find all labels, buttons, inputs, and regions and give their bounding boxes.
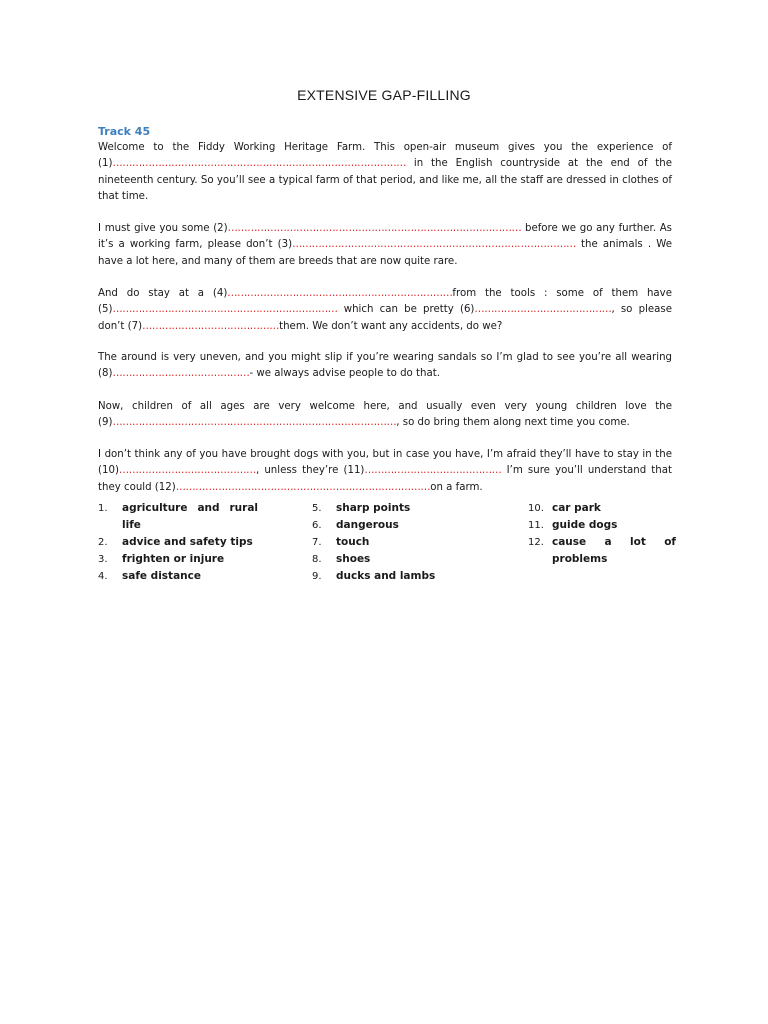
item-text: ducks and lambs [336,570,436,582]
item-number: 1. [98,503,108,514]
item-number: 11. [528,520,544,531]
text: I must give you some (2) [98,223,228,234]
text: before we go any further. As it’s a working farm, please don’t (3) [98,223,672,251]
item-text: agriculture and rural life [122,502,258,531]
item-text: touch [336,536,370,548]
gap-9: …………………………………………………………………………… [112,417,397,429]
item-number: 2. [98,537,108,548]
list-item [98,551,258,568]
text: , so do bring them along next time you come. [396,417,630,429]
answer-column-3 [528,500,676,568]
paragraph-1 [98,140,672,205]
item-text: safe distance [122,570,201,582]
track-label: Track 45 [98,125,151,138]
gap-3: …………………………………………………………………………… [292,239,576,251]
item-number: 9. [312,571,322,582]
list-item [528,500,676,517]
item-text: car park [552,502,601,514]
item-number: 8. [312,554,322,565]
list-item [98,500,258,534]
text: from the tools : some of them have (5) [98,288,672,316]
item-number: 12. [528,537,544,548]
list-item [98,568,258,585]
paragraph-5 [98,399,672,432]
gap-11: …………………………………… [364,465,502,477]
page-title: EXTENSIVE GAP-FILLING [297,87,471,103]
list-item [312,534,472,551]
text: I’m sure you’ll understand that they could (12) [98,465,672,493]
item-number: 4. [98,571,108,582]
answer-column-1 [98,500,258,585]
text: , unless they’re (11) [255,465,365,477]
item-number: 5. [312,503,322,514]
text: , so please don’t (7) [98,304,672,332]
item-number: 7. [312,537,322,548]
item-text: frighten or injure [122,553,225,565]
list-item [528,517,676,534]
gap-2: ……………………………………………………………………………… [227,223,522,234]
item-number: 3. [98,554,108,565]
text: which can be pretty (6) [337,304,475,316]
list-item [312,568,472,585]
text: Welcome to the Fiddy Working Heritage Farm. This open-air museum gives you the experience of (1) [98,142,672,170]
gap-7: …………………………………… [142,320,280,332]
item-text: sharp points [336,502,411,514]
gap-12: …………………………………………………………………… [175,481,431,493]
text: on a farm. [430,481,483,493]
text: And do stay at a (4) [98,288,228,299]
gap-4: …………………………………………………………… [227,288,453,299]
text: - we always advise people to do that. [249,368,440,380]
text: I don’t think any of you have brought dogs with you, but in case you have, I’m afraid they’ll have to stay in the (10) [98,449,672,477]
text: Now, children of all ages are very welcome here, and usually even very young children love the (9) [98,401,672,429]
item-text: dangerous [336,519,399,531]
text: the animals . We have a lot here, and many of them are breeds that are now quite rare. [98,239,672,267]
gap-6: …………………………………… [474,304,612,316]
list-item [312,500,472,517]
list-item [312,551,472,568]
list-item [312,517,472,534]
list-item [528,534,676,568]
paragraph-3 [98,286,672,335]
paragraph-4 [98,350,672,383]
item-text: cause a lot of problems [552,536,676,565]
text: in the English countryside at the end of the nineteenth century. So you’ll see a typical farm of that period, and like me, all the staff are dressed in clothes of that time. [98,158,672,202]
item-number: 6. [312,520,322,531]
text: The around is very uneven, and you might slip if you’re wearing sandals so I’m glad to see you’re all wearing (8) [98,352,672,380]
gap-1: ……………………………………………………………………………… [112,158,407,170]
item-text: shoes [336,553,371,565]
paragraph-6 [98,447,672,496]
answer-column-2 [312,500,472,585]
item-text: advice and safety tips [122,536,253,548]
item-text: guide dogs [552,519,618,531]
list-item [98,534,258,551]
gap-10: …………………………………… [118,465,256,477]
paragraph-2 [98,221,672,270]
gap-8: …………………………………… [112,368,250,380]
text: them. We don’t want any accidents, do we? [279,320,503,332]
item-number: 10. [528,503,544,514]
gap-5: …………………………………………………………… [112,304,338,316]
